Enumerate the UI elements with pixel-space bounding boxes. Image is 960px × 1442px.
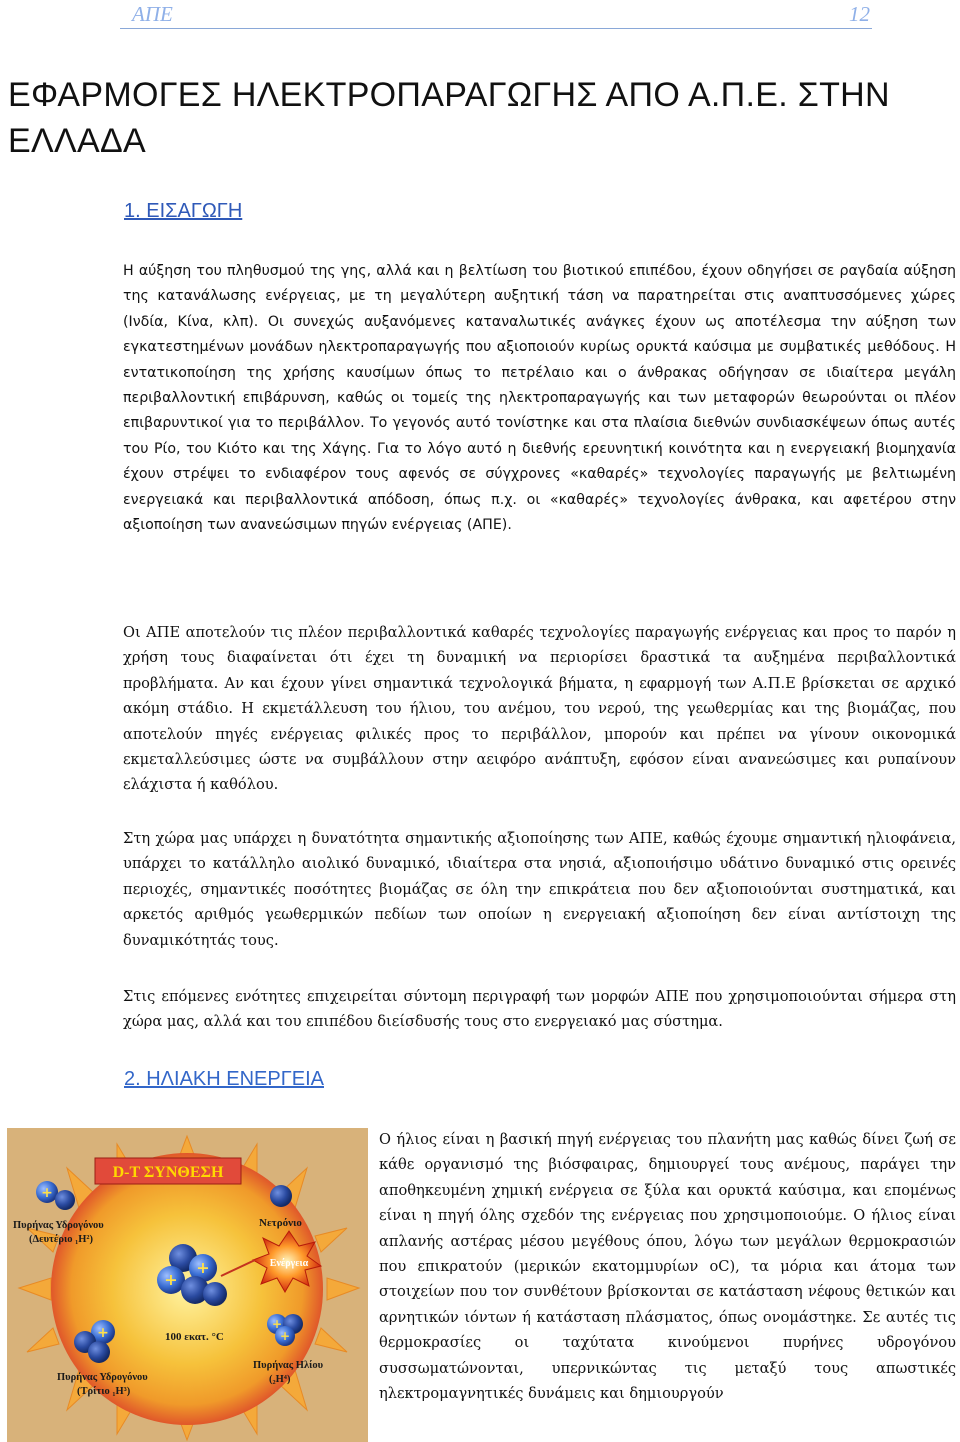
header-page-number: 12 xyxy=(849,2,870,26)
svg-text:+: + xyxy=(196,1258,210,1277)
svg-text:+: + xyxy=(97,1325,109,1341)
label-temperature: 100 εκατ. °C xyxy=(165,1331,224,1343)
paragraph-intro-4: Στις επόμενες ενότητες επιχειρείται σύντομη περιγραφή των μορφών ΑΠΕ που χρησιμοποιούνται σήμερα στη χώρα μας, αλλά και του επιπέδου διείσδυσής τους στο ενεργειακό μας σύστημα. xyxy=(123,988,956,1031)
paragraph-solar-1: Ο ήλιος είναι η βασική πηγή ενέργειας του πλανήτη μας καθώς δίνει ζωή σε κάθε οργανισμό της βιόσφαιρας, δημιουργεί τους ανέμους, παράγει την αποθηκευμένη χημική ενέργεια σε ξύλα και ορυκτά καύσιμα, και επομένως είναι η πηγή όλης σχεδόν της ενέργειας που χρησιμοποιούμε. Ο ήλιος είναι απλανής αστέρας μέσου μεγέθους όπου, λόγω των μεγάλων θερμοκρασιών που επικρατούν (μερικών εκατομμυρίων oC), τα μόρια και άτομα των στοιχείων που τον συνθέτουν βρίσκονται σε κατάσταση νέφους θετικών και αρνητικών ιόντων ή κατάσταση πλάσματος, όπως ονομάστηκε. Σε αυτές τις θερμοκρασίες οι ταχύτατα κινούμενοι πυρήνες υδρογόνου συσσωματώνονται, υπερνικώντας τις μεταξύ τους απωστικές ηλεκτρομαγνητικές δυνάμεις και δημιουργούν xyxy=(379,1131,956,1403)
paragraph-intro-3: Στη χώρα μας υπάρχει η δυνατότητα σημαντικής αξιοποίησης των ΑΠΕ, καθώς έχουμε σημαντική ηλιοφάνεια, υπάρχει το κατάλληλο αιολικό δυναμικό, ιδιαίτερα στα νησιά, αξιοποιήσιμο υδάτινο δυναμικό στις ορεινές περιοχές, σημαντικές ποσότητες βιομάζας σε όλη την επικράτεια που δεν αξιοποιούνται συστηματικά, και αρκετός αριθμός γεωθερμικών πεδίων των οποίων η ενεργειακή αξιοποίηση δεν είναι αντίστοιχη της δυναμικότητάς τους. xyxy=(123,830,956,949)
label-deuterium-2: (Δευτέριο ₁H²) xyxy=(29,1234,94,1245)
label-tritium-2: (Τρίτιο ₁H³) xyxy=(77,1386,131,1397)
figure-title: D-T ΣΥΝΘΕΣΗ xyxy=(112,1164,224,1181)
label-helium-2: (₂H⁴) xyxy=(269,1374,291,1385)
neutron-out xyxy=(270,1185,292,1207)
neutron-3 xyxy=(88,1341,110,1363)
label-helium-1: Πυρήνας Ηλίου xyxy=(253,1360,324,1371)
section-heading-introduction: 1. ΕΙΣΑΓΩΓΗ xyxy=(124,200,243,222)
neutron-1 xyxy=(55,1190,75,1210)
paragraph-intro-1: Η αύξηση του πληθυσμού της γης, αλλά και η βελτίωση του βιοτικού επιπέδου, έχουν οδηγήσει σε ραγδαία αύξηση της κατανάλωσης ενέργειας, με τη μεγαλύτερη αυξητική τάση να παρατηρείται στις αναπτυσσόμενες χώρες (Ινδία, Κίνα, κλπ). Οι συνεχώς αυξανόμενες καταναλωτικές ανάγκες έχουν ως αποτέλεσμα την αύξηση των εγκατεστημένων μονάδων ηλεκτροπαραγωγής που αξιοποιούν κυρίως ορυκτά καύσιμα με συμβατικές μεθόδους. Η εντατικοποίηση της χρήσης καυσίμων όπως το πετρέλαιο και ο άνθρακας οδήγησαν σε ιδιαίτερα μεγάλη περιβαλλοντική επιβάρυνση, καθώς οι τομείς της ηλεκτροπαραγωγής και των μεταφορών θεωρούνται οι πλέον επιβαρυντικοί για το περιβάλλον. Το γεγονός αυτό τονίστηκε και στα πλαίσια διεθνών συνδιασκέψεων όπως αυτές του Ρίο, του Κιότο και της Χάγης. Για το λόγο αυτό η διεθνής ερευνητική κοινότητα και η ενεργειακή βιομηχανία έχουν στρέψει το ενδιαφέρον τους αφενός σε σύγχρονες «καθαρές» τεχνολογίες παραγωγής με βελτιωμένη ενεργειακά και περιβαλλοντικά απόδοση, όπως π.χ. οι «καθαρές» τεχνολογίες άνθρακα, και αφετέρου στην αξιοποίηση των ανανεώσιμων πηγών ενέργειας (ΑΠΕ). xyxy=(123,263,956,534)
document-title: ΕΦΑΡΜΟΓΕΣ ΗΛΕΚΤΡΟΠΑΡΑΓΩΓΗΣ ΑΠΟ Α.Π.Ε. ΣΤΗΝ ΕΛΛΑΔΑ xyxy=(8,76,890,160)
header-title: ΑΠΕ xyxy=(132,2,173,26)
label-deuterium-1: Πυρήνας Υδρογόνου xyxy=(13,1220,104,1231)
label-energy: Ενέργεια xyxy=(269,1258,309,1269)
label-tritium-1: Πυρήνας Υδρογόνου xyxy=(57,1372,148,1383)
svg-text:+: + xyxy=(164,1270,178,1289)
section-heading-solar-energy: 2. ΗΛΙΑΚΗ ΕΝΕΡΓΕΙΑ xyxy=(124,1068,324,1090)
fusion-diagram xyxy=(7,1128,368,1442)
label-neutron: Νετρόνιο xyxy=(259,1217,302,1229)
svg-text:+: + xyxy=(271,1317,283,1331)
proton-1-sign: + xyxy=(41,1185,53,1201)
svg-text:+: + xyxy=(279,1329,291,1343)
page-header xyxy=(120,2,872,29)
paragraph-intro-2: Οι ΑΠΕ αποτελούν τις πλέον περιβαλλοντικά καθαρές τεχνολογίες παραγωγής ενέργειας και προς το παρόν η χρήση τους διαφαίνεται ότι έχει τη δυναμική να περιορίσει δραστικά τα αυξημένα περιβαλλοντικά προβλήματα. Αν και έχουν γίνει σημαντικά τεχνολογικά βήματα, η εφαρμογή των Α.Π.Ε βρίσκεται σε αρχικό ακόμη στάδιο. Η εκμετάλλευση του ήλιου, του ανέμου, του νερού, της γεωθερμίας και της βιομάζας, που αποτελούν πηγές ενέργειας φιλικές προς το περιβάλλον, μπορούν και πρέπει να γίνουν οικονομικά εκμεταλλεύσιμες ώστε να συμβάλλουν στην αειφόρο ανάπτυξη, εφόσον είναι ανανεώσιμες και ρυπαίνουν ελάχιστα ή καθόλου. xyxy=(123,624,956,794)
